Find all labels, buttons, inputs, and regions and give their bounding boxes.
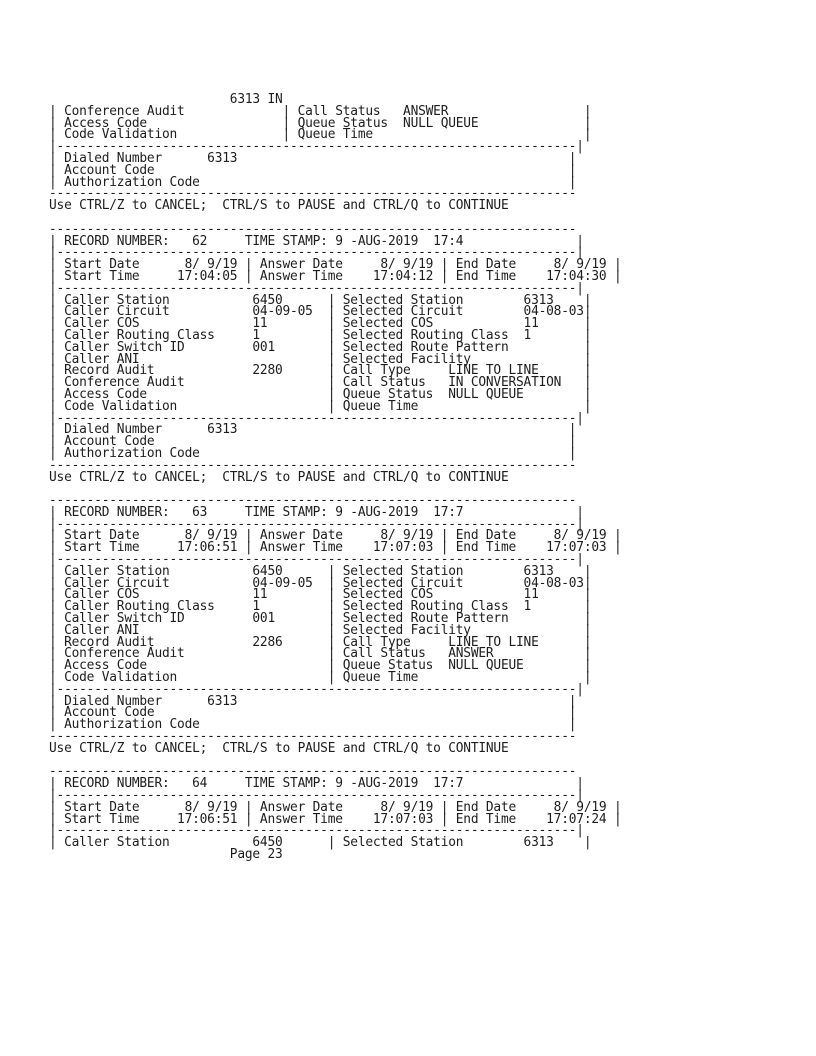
text-line: Use CTRL/Z to CANCEL; CTRL/S to PAUSE and CTRL/Q to CONTINUE <box>49 198 509 214</box>
text-line: |---------------------------------------------------------------------| <box>49 245 584 261</box>
text-line: | Caller COS 11 | Selected COS 11 | <box>49 587 592 603</box>
text-line: | Caller ANI | Selected Facility | <box>49 622 592 638</box>
text-line: | Account Code | <box>49 434 577 450</box>
text-line: |---------------------------------------------------------------------| <box>49 823 584 839</box>
text-line: | Account Code | <box>49 705 577 721</box>
text-line: | Caller Switch ID 001 | Selected Route Pattern | <box>49 611 592 627</box>
text-line: | RECORD NUMBER: 64 TIME STAMP: 9 -AUG-2019 17:7 | <box>49 776 584 792</box>
text-line: |---------------------------------------------------------------------| <box>49 552 584 568</box>
text-line: | RECORD NUMBER: 62 TIME STAMP: 9 -AUG-2019 17:4 | <box>49 233 584 249</box>
text-line: 6313 IN <box>49 92 283 107</box>
text-line: | Code Validation | Queue Time | <box>49 398 592 414</box>
text-line: |---------------------------------------------------------------------| <box>49 280 584 296</box>
text-line: | Dialed Number 6313 | <box>49 693 577 709</box>
text-line: | Dialed Number 6313 | <box>49 150 577 166</box>
text-line: Page 23 <box>49 847 283 862</box>
text-line: | Account Code | <box>49 162 577 178</box>
text-line: | RECORD NUMBER: 63 TIME STAMP: 9 -AUG-2019 17:7 | <box>49 504 584 520</box>
text-line: | Access Code | Queue Status NULL QUEUE | <box>49 658 592 674</box>
text-line: | Caller Circuit 04-09-05 | Selected Circuit 04-08-03| <box>49 575 592 591</box>
text-line: | Caller Station 6450 | Selected Station 6313 | <box>49 835 592 851</box>
text-line: | Conference Audit | Call Status ANSWER | <box>49 103 592 119</box>
text-line: |---------------------------------------------------------------------| <box>49 681 584 697</box>
text-line: | Code Validation | Queue Time | <box>49 670 592 686</box>
text-line: Use CTRL/Z to CANCEL; CTRL/S to PAUSE and CTRL/Q to CONTINUE <box>49 740 509 756</box>
text-line: ---------------------------------------------------------------------- <box>49 764 577 780</box>
text-line: | Caller Station 6450 | Selected Station 6313 | <box>49 563 592 579</box>
text-line: ---------------------------------------------------------------------- <box>49 221 577 237</box>
text-line: |---------------------------------------------------------------------| <box>49 516 584 532</box>
text-line: ---------------------------------------------------------------------- <box>49 186 577 202</box>
text-line: | Caller ANI | Selected Facility | <box>49 351 592 367</box>
text-line: | Caller Switch ID 001 | Selected Route Pattern | <box>49 339 592 355</box>
text-line: | Authorization Code | <box>49 445 577 461</box>
text-line: ---------------------------------------------------------------------- <box>49 493 577 509</box>
text-line: | Start Date 8/ 9/19 | Answer Date 8/ 9/19 | End Date 8/ 9/19 | <box>49 528 622 544</box>
text-line: | Authorization Code | <box>49 174 577 190</box>
text-line: | Record Audit 2280 | Call Type LINE TO LINE | <box>49 363 592 379</box>
text-line: | Start Time 17:06:51 | Answer Time 17:07:03 | End Time 17:07:24 | <box>49 811 622 827</box>
text-line: | Caller Routing Class 1 | Selected Routing Class 1 | <box>49 599 592 615</box>
text-line: | Conference Audit | Call Status IN CONVERSATION | <box>49 375 592 391</box>
text-line: | Caller Station 6450 | Selected Station 6313 | <box>49 292 592 308</box>
text-line: | Authorization Code | <box>49 717 577 733</box>
text-line: | Conference Audit | Call Status ANSWER | <box>49 646 592 662</box>
text-line: | Dialed Number 6313 | <box>49 422 577 438</box>
text-line: | Code Validation | Queue Time | <box>49 127 592 143</box>
text-line: | Start Date 8/ 9/19 | Answer Date 8/ 9/19 | End Date 8/ 9/19 | <box>49 799 622 815</box>
text-line: |---------------------------------------------------------------------| <box>49 788 584 804</box>
call-record-printout <box>49 94 621 861</box>
text-line: ---------------------------------------------------------------------- <box>49 457 577 473</box>
text-line: | Caller Routing Class 1 | Selected Routing Class 1 | <box>49 327 592 343</box>
text-line: | Start Date 8/ 9/19 | Answer Date 8/ 9/19 | End Date 8/ 9/19 | <box>49 257 622 273</box>
text-line: Use CTRL/Z to CANCEL; CTRL/S to PAUSE and CTRL/Q to CONTINUE <box>49 469 509 485</box>
text-line: | Start Time 17:06:51 | Answer Time 17:07:03 | End Time 17:07:03 | <box>49 540 622 556</box>
text-line: |---------------------------------------------------------------------| <box>49 139 584 155</box>
text-line: | Caller COS 11 | Selected COS 11 | <box>49 316 592 332</box>
text-line: |---------------------------------------------------------------------| <box>49 410 584 426</box>
text-line: | Access Code | Queue Status NULL QUEUE | <box>49 115 592 131</box>
text-line: ---------------------------------------------------------------------- <box>49 729 577 745</box>
text-line: | Caller Circuit 04-09-05 | Selected Circuit 04-08-03| <box>49 304 592 320</box>
text-line: | Start Time 17:04:05 | Answer Time 17:04:12 | End Time 17:04:30 | <box>49 268 622 284</box>
text-line: | Access Code | Queue Status NULL QUEUE | <box>49 386 592 402</box>
text-line: | Record Audit 2286 | Call Type LINE TO LINE | <box>49 634 592 650</box>
